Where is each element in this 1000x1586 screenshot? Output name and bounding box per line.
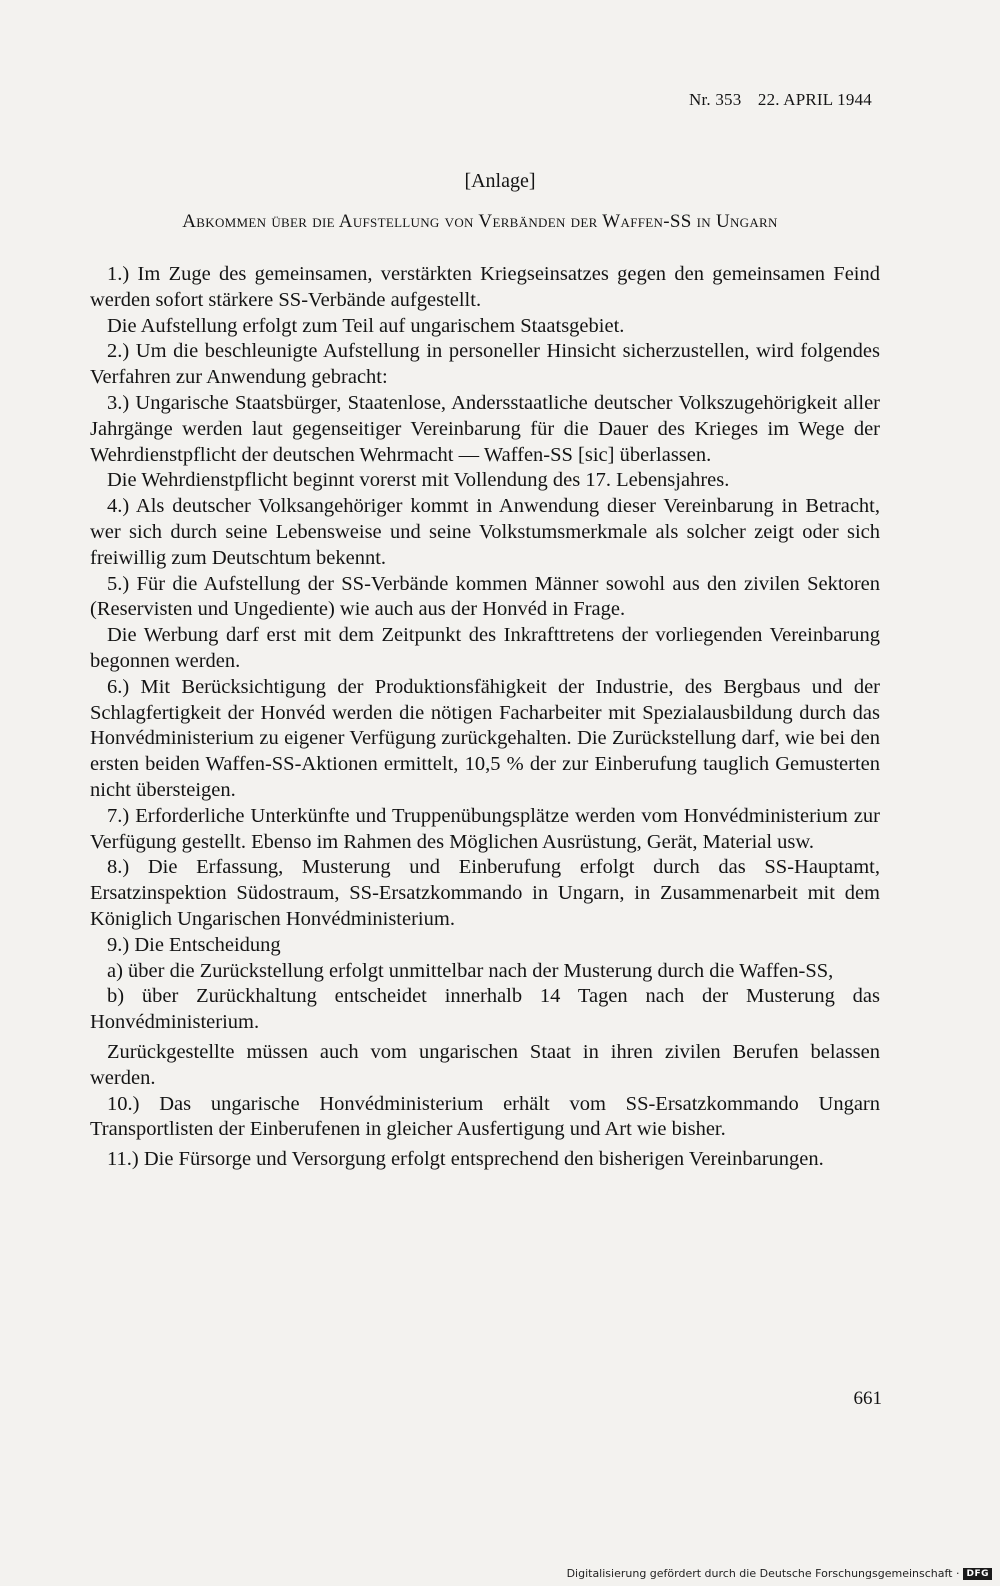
paragraph: 11.) Die Fürsorge und Versorgung erfolgt entsprechend den bisherigen Vereinbarungen.: [107, 1148, 824, 1171]
paragraph: 9.) Die Entscheidung: [107, 933, 281, 956]
document-title: Abkommen über die Aufstellung von Verbänden der Waffen-SS in Ungarn: [182, 211, 778, 232]
paragraph: 8.) Die Erfassung, Musterung und Einberufung erfolgt durch das SS-Hauptamt, Ersatzinspektion Südostraum, SS-Ersatzkommando in Ungarn, in Zusammenarbeit mit dem Königlich Ungarischen Honvédministerium.: [90, 856, 880, 930]
paragraph: 1.) Im Zuge des gemeinsamen, verstärkten Kriegseinsatzes gegen den gemeinsamen Feind werden sofort stärkere SS-Verbände aufgestellt.: [90, 263, 880, 311]
paragraph: 10.) Das ungarische Honvédministerium erhält vom SS-Ersatzkommando Ungarn Transportlisten der Einberufenen in gleicher Ausfertigung und Art wie bisher.: [90, 1092, 880, 1141]
paragraph: Zurückgestellte müssen auch vom ungarischen Staat in ihren zivilen Berufen belassen werden.: [90, 1040, 880, 1089]
paragraph: 4.) Als deutscher Volksangehöriger kommt in Anwendung dieser Vereinbarung in Betracht, wer sich durch seine Lebensweise und seine Volkstumsmerkmale als solcher zeigt oder sich freiwillig zum Deutschtum bekennt.: [90, 495, 880, 569]
document-body: [90, 262, 880, 1173]
paragraph: b) über Zurückhaltung entscheidet innerhalb 14 Tagen nach der Musterung das Honvédministerium.: [90, 985, 880, 1034]
paragraph: 2.) Um die beschleunigte Aufstellung in personeller Hinsicht sicherzustellen, wird folgendes Verfahren zur Anwendung gebracht:: [90, 340, 880, 389]
paragraph: 3.) Ungarische Staatsbürger, Staatenlose, Andersstaatliche deutscher Volkszugehörigkeit aller Jahrgänge werden laut gegenseitiger Vereinbarung für die Dauer des Krieges im Wege der Wehrdienstpflicht der deutschen Wehrmacht — Waffen-SS [sic] überlassen.: [90, 391, 880, 466]
document-date: 22. APRIL 1944: [757, 90, 872, 109]
paragraph: 7.) Erforderliche Unterkünfte und Truppenübungsplätze werden vom Honvédministerium zur Verfügung gestellt. Ebenso im Rahmen des Möglichen Ausrüstung, Gerät, Material usw.: [90, 804, 880, 853]
paragraph: a) über die Zurückstellung erfolgt unmittelbar nach der Musterung durch die Waffen-SS,: [107, 959, 834, 982]
attachment-label: [Anlage]: [464, 170, 536, 192]
page-number: 661: [853, 1388, 882, 1409]
footer-text: Digitalisierung gefördert durch die Deutsche Forschungsgemeinschaft ·: [566, 1567, 960, 1580]
document-number: Nr. 353: [689, 90, 742, 109]
paragraph: 5.) Für die Aufstellung der SS-Verbände kommen Männer sowohl aus den zivilen Sektoren (Reservisten und Ungediente) wie auch aus der Honvéd in Frage.: [90, 572, 880, 621]
paragraph: Die Aufstellung erfolgt zum Teil auf ungarischem Staatsgebiet.: [107, 314, 625, 337]
paragraph: Die Werbung darf erst mit dem Zeitpunkt des Inkrafttretens der vorliegenden Vereinbarung begonnen werden.: [90, 624, 880, 672]
digitization-footer: [567, 1567, 992, 1580]
dfg-logo-icon: DFG: [963, 1568, 992, 1580]
page-header: [677, 90, 872, 110]
paragraph: Die Wehrdienstpflicht beginnt vorerst mit Vollendung des 17. Lebensjahres.: [107, 469, 730, 492]
paragraph: 6.) Mit Berücksichtigung der Produktionsfähigkeit der Industrie, des Bergbaus und der Schlagfertigkeit der Honvéd werden die nötigen Facharbeiter mit Spezialausbildung durch das Honvédministerium zu eigener Verfügung zurückgehalten. Die Zurückstellung darf, wie bei den ersten beiden Waffen-SS-Aktionen ermittelt, 10,5 % der zur Einberufung tauglich Gemusterten nicht übersteigen.: [90, 675, 880, 801]
